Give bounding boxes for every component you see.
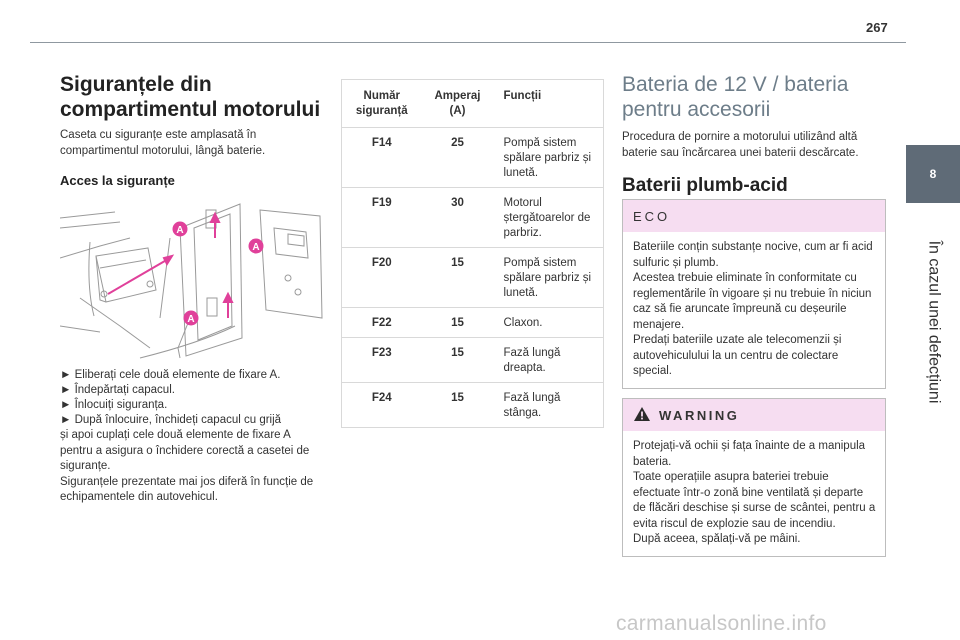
warning-callout <box>622 398 886 557</box>
battery-intro: Procedura de pornire a motorului utilizând altă baterie sau încărcarea unei baterii descărcate. <box>622 131 859 159</box>
fuses-intro: Caseta cu siguranțe este amplasată în compartimentul motorului, lângă baterie. <box>60 129 266 157</box>
cell-amp: 15 <box>422 383 494 428</box>
cell-amp: 30 <box>422 188 494 248</box>
cell-fuse: F19 <box>342 188 422 248</box>
cell-amp: 15 <box>422 338 494 383</box>
cell-amp: 15 <box>422 308 494 338</box>
step-item: ► După înlocuire, închideți capacul cu grijă <box>60 414 282 426</box>
cell-fuse: F24 <box>342 383 422 428</box>
battery-section <box>622 72 886 197</box>
continuation-line: și apoi cuplați cele două elemente de fixare A <box>60 429 291 441</box>
continuation-line: Siguranțele prezentate mai jos diferă în funcție de echipamentele din autovehicul. <box>60 475 314 503</box>
chapter-title <box>908 212 958 432</box>
cell-function: Motorul ștergătoarelor de parbriz. <box>494 188 604 248</box>
top-rule <box>30 42 906 43</box>
table-row <box>342 308 604 338</box>
table-header-row <box>342 80 604 128</box>
warning-line: Toate operațiile asupra bateriei trebuie efectuate într-o zonă bine ventilată și departe de flăcări deschise și surse de scântei, pentru a evita riscul de explozie sau de incendiu. <box>633 471 876 530</box>
table-row <box>342 188 604 248</box>
step-continuation <box>60 428 332 506</box>
cell-fuse: F14 <box>342 128 422 188</box>
continuation-line: pentru a asigura o închidere corectă a casetei de siguranțe. <box>60 444 310 472</box>
header-functions: Funcții <box>494 80 604 128</box>
cell-fuse: F22 <box>342 308 422 338</box>
step-item: ► Eliberați cele două elemente de fixare A. <box>60 369 281 381</box>
warning-line: După aceea, spălați-vă pe mâini. <box>633 533 801 545</box>
page-number: 267 <box>866 20 888 35</box>
step-item: ► Îndepărtați capacul. <box>60 384 175 396</box>
eco-body <box>623 232 885 388</box>
access-subheading: Acces la siguranțe <box>60 173 175 188</box>
table-row <box>342 128 604 188</box>
cell-fuse: F20 <box>342 248 422 308</box>
table-row <box>342 383 604 428</box>
cell-function: Pompă sistem spălare parbriz și lunetă. <box>494 248 604 308</box>
battery-title: Bateria de 12 V / bateria pentru accesorii <box>622 73 849 121</box>
cell-function: Fază lungă stânga. <box>494 383 604 428</box>
svg-text:A: A <box>176 225 184 236</box>
step-item: ► Înlocuiți siguranța. <box>60 399 168 411</box>
chapter-tab[interactable]: 8 <box>906 145 960 203</box>
cell-function: Claxon. <box>494 308 604 338</box>
cell-amp: 15 <box>422 248 494 308</box>
fuses-section <box>60 72 332 188</box>
svg-text:A: A <box>187 314 195 325</box>
lead-acid-subheading: Baterii plumb-acid <box>622 175 788 196</box>
warning-body <box>623 431 885 556</box>
chapter-title-text: În cazul unei defecțiuni <box>925 240 942 404</box>
eco-line: Acestea trebuie eliminate în conformitate cu reglementările în vigoare și nu trebuie în niciun caz să fie aruncate împreună cu deșeurile menajere. <box>633 272 872 331</box>
svg-text:A: A <box>252 242 260 253</box>
cell-fuse: F23 <box>342 338 422 383</box>
table-row <box>342 248 604 308</box>
marker-a-top <box>173 222 188 237</box>
warning-header <box>623 399 885 431</box>
eco-line: Bateriile conțin substanțe nocive, cum ar fi acid sulfuric și plumb. <box>633 241 873 269</box>
fuse-box-illustration <box>60 198 324 364</box>
fuse-steps <box>60 368 332 506</box>
eco-label: ECO <box>623 200 885 232</box>
eco-line: Predați bateriile uzate ale telecomenzii și autovehiculului la un centru de colectare special. <box>633 334 842 377</box>
warning-line: Protejați-vă ochii și fața înainte de a manipula bateria. <box>633 440 866 468</box>
header-fuse-number: Număr siguranță <box>342 80 422 128</box>
fuse-table <box>341 79 604 428</box>
steps-list <box>60 368 332 428</box>
marker-a-bottom <box>184 311 199 326</box>
cell-function: Fază lungă dreapta. <box>494 338 604 383</box>
table-row <box>342 338 604 383</box>
cell-function: Pompă sistem spălare parbriz și lunetă. <box>494 128 604 188</box>
warning-triangle-icon <box>633 406 651 425</box>
warning-label: WARNING <box>659 407 740 423</box>
eco-callout <box>622 199 886 389</box>
watermark: carmanualsonline.info <box>616 612 827 635</box>
marker-a-right <box>249 239 264 254</box>
fuses-title: Siguranțele din compartimentul motorului <box>60 73 321 121</box>
header-amperage: Amperaj (A) <box>422 80 494 128</box>
cell-amp: 25 <box>422 128 494 188</box>
